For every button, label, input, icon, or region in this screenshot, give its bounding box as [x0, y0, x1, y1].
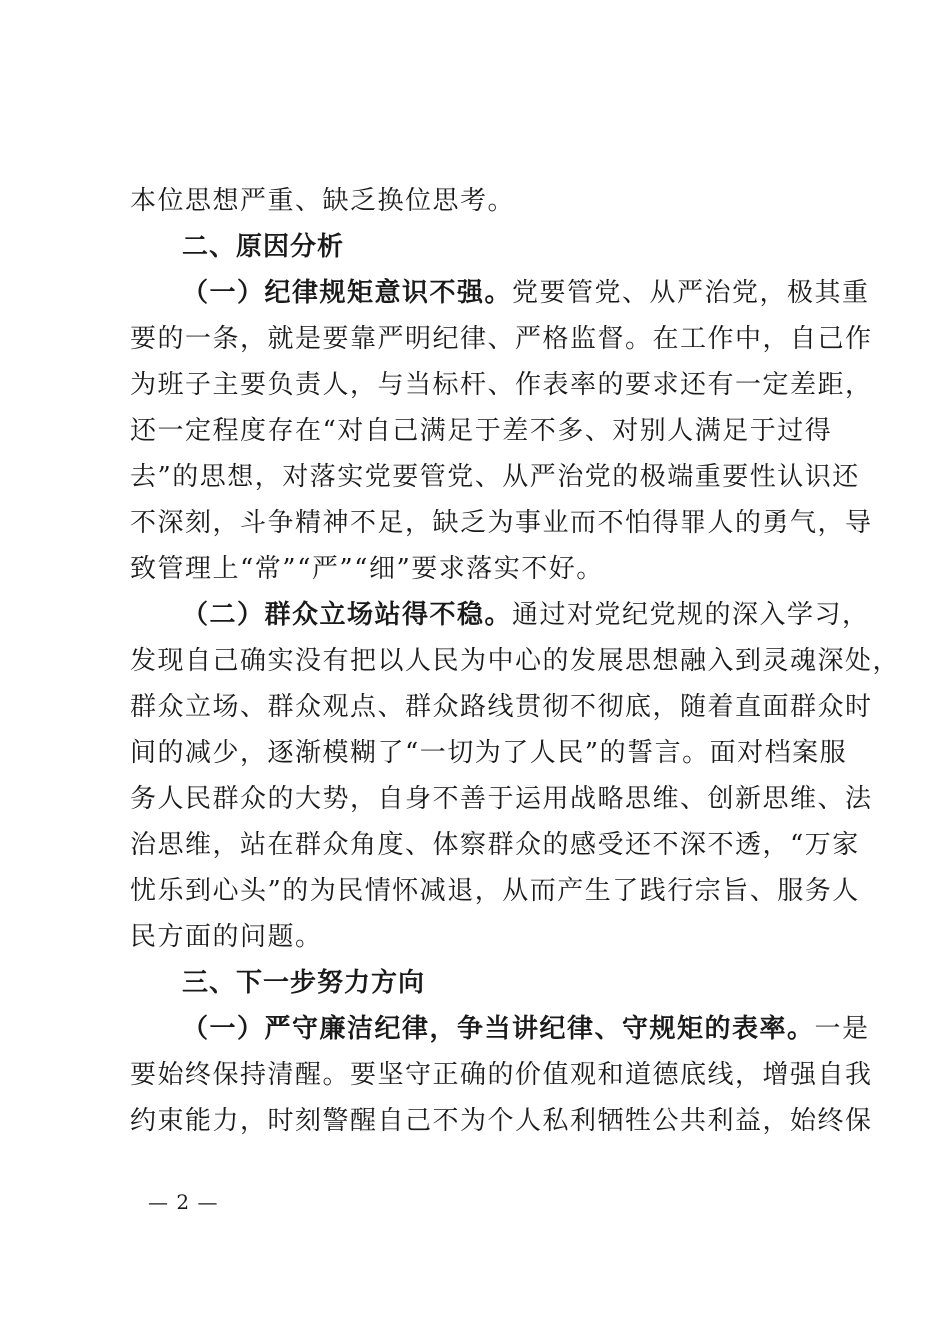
paragraph-line: 要始终保持清醒。要坚守正确的价值观和道德底线，增强自我 [130, 1060, 873, 1090]
paragraph-line: 致管理上“常”“严”“细”要求落实不好。 [130, 554, 604, 584]
paragraph-line [130, 592, 870, 638]
paragraph-text: 党要管党、从严治党，极其重 [512, 278, 870, 308]
paragraph-line: 去”的思想，对落实党要管党、从严治党的极端重要性认识还 [130, 462, 860, 492]
paragraph-line [130, 270, 870, 316]
page-number: — 2 — [148, 1190, 219, 1214]
subheading-discipline: （一）纪律规矩意识不强。 [182, 278, 513, 308]
paragraph-line: 忧乐到心头”的为民情怀减退，从而产生了践行宗旨、服务人 [130, 876, 860, 906]
section-heading-causes: 二、原因分析 [182, 232, 345, 262]
paragraph-text: 一是 [814, 1014, 870, 1044]
paragraph-line: 约束能力，时刻警醒自己不为个人私利牺牲公共利益，始终保 [130, 1106, 873, 1136]
paragraph-line: 要的一条，就是要靠严明纪律、严格监督。在工作中，自己作 [130, 324, 873, 354]
paragraph-text: 通过对党纪党规的深入学习， [512, 600, 870, 630]
paragraph-line: 还一定程度存在“对自己满足于差不多、对别人满足于过得 [130, 416, 833, 446]
body-text [130, 178, 901, 1144]
subheading-integrity: （一）严守廉洁纪律，争当讲纪律、守规矩的表率。 [182, 1014, 815, 1044]
paragraph-line [130, 1006, 870, 1052]
paragraph-line: 发现自己确实没有把以人民为中心的发展思想融入到灵魂深处， [130, 646, 901, 676]
paragraph-line: 治思维，站在群众角度、体察群众的感受还不深不透，“万家 [130, 830, 860, 860]
paragraph-line: 间的减少，逐渐模糊了“一切为了人民”的誓言。面对档案服 [130, 738, 848, 768]
paragraph-line: 务人民群众的大势，自身不善于运用战略思维、创新思维、法 [130, 784, 873, 814]
paragraph-line: 民方面的问题。 [130, 922, 323, 952]
paragraph-line: 不深刻，斗争精神不足，缺乏为事业而不怕得罪人的勇气，导 [130, 508, 873, 538]
section-heading-next-steps: 三、下一步努力方向 [182, 968, 426, 998]
paragraph-line: 为班子主要负责人，与当标杆、作表率的要求还有一定差距， [130, 370, 873, 400]
paragraph-continuation: 本位思想严重、缺乏换位思考。 [130, 186, 516, 216]
subheading-mass-stance: （二）群众立场站得不稳。 [182, 600, 513, 630]
paragraph-line: 群众立场、群众观点、群众路线贯彻不彻底，随着直面群众时 [130, 692, 873, 722]
